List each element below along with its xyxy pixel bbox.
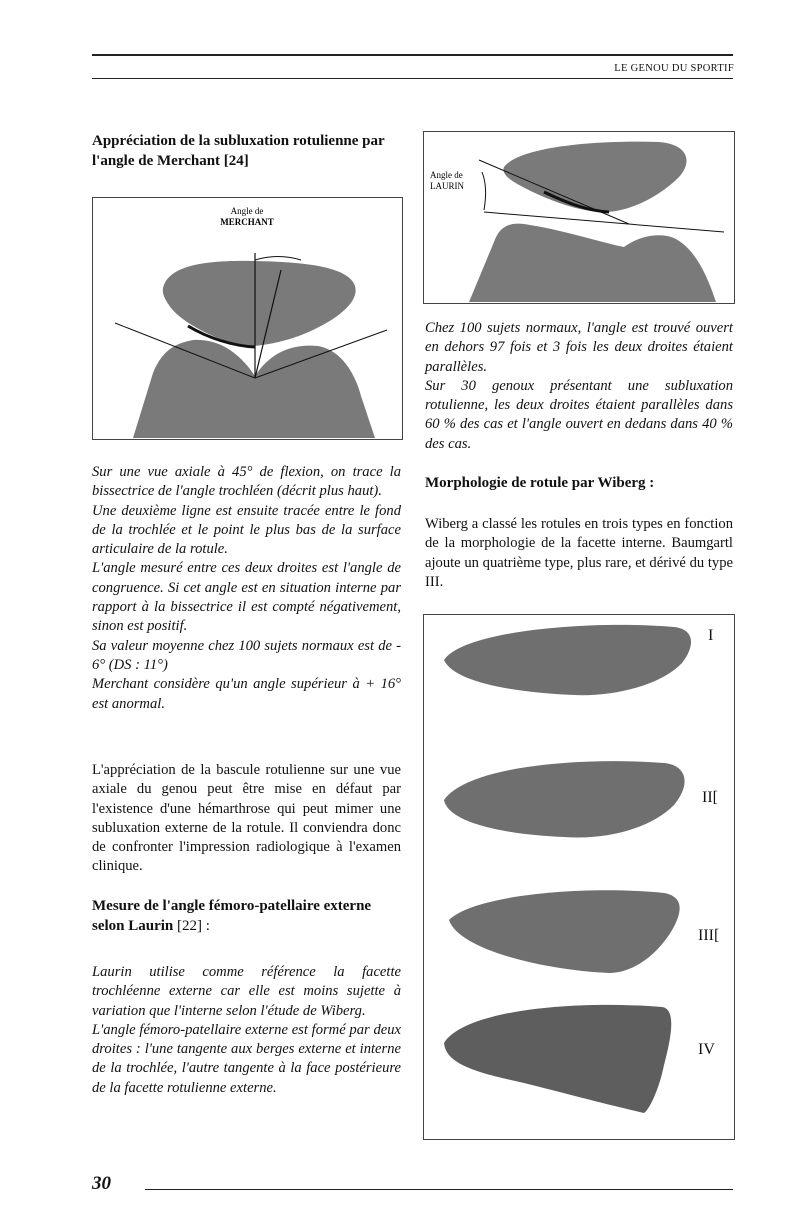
merchant-paragraph: Sa valeur moyenne chez 100 sujets normaux est de - 6° (DS : 11°) xyxy=(92,637,401,673)
laurin-label-line1: Angle de xyxy=(430,170,463,180)
heading-merchant: Appréciation de la subluxation rotulienne par l'angle de Merchant [24] xyxy=(92,133,385,169)
patella-type-3 xyxy=(449,890,680,973)
laurin-result-paragraph: Chez 100 sujets normaux, l'angle est trouvé ouvert en dehors 97 fois et 3 fois les deux droites étaient parallèles. xyxy=(425,320,733,375)
laurin-results-block xyxy=(425,319,733,454)
heading-laurin-ref: [22] : xyxy=(173,918,210,934)
heading-laurin xyxy=(92,896,404,936)
wiberg-type-label: II[ xyxy=(702,789,718,806)
heading-laurin-bold: Mesure de l'angle fémoro-patellaire externe selon Laurin xyxy=(92,898,372,934)
merchant-paragraph: Merchant considère qu'un angle supérieur à + 16° est anormal. xyxy=(92,676,401,712)
wiberg-type-label: III[ xyxy=(698,927,720,944)
wiberg-type-label: IV xyxy=(698,1041,715,1058)
figure-merchant xyxy=(92,197,403,440)
angle-arc xyxy=(255,257,301,261)
figure-wiberg xyxy=(423,614,735,1140)
wiberg-paragraph: Wiberg a classé les rotules en trois types en fonction de la morphologie de la facette interne. Baumgartl ajoute un quatrième type, plus rare, et dérivé du type III. xyxy=(425,516,733,590)
bascule-paragraph: L'appréciation de la bascule rotulienne sur une vue axiale du genou peut être mise en défaut par l'existence d'une hémarthrose qui peut mimer une subluxation externe de la rotule. Il conviendra donc de confronter l'impression radiologique à l'examen clinique. xyxy=(92,762,401,875)
laurin-paragraph: Laurin utilise comme référence la facette trochléenne externe car elle est moins sujette à variation que l'interne selon l'étude de Wiberg. xyxy=(92,964,401,1019)
patella-shape xyxy=(503,142,686,212)
merchant-label-line2: MERCHANT xyxy=(220,217,274,227)
wiberg-diagram xyxy=(424,615,734,1139)
merchant-diagram xyxy=(93,198,402,439)
footer-rule xyxy=(145,1189,733,1190)
patella-type-4 xyxy=(444,1005,671,1113)
laurin-diagram xyxy=(424,132,734,303)
patella-type-2 xyxy=(444,761,685,837)
merchant-paragraph: Sur une vue axiale à 45° de flexion, on trace la bissectrice de l'angle trochléen (décrit plus haut). xyxy=(92,464,401,500)
merchant-label-line1: Angle de xyxy=(230,206,264,216)
patella-type-1 xyxy=(444,625,691,695)
page-number: 30 xyxy=(92,1173,111,1194)
header-rule-bottom xyxy=(92,78,733,79)
running-title: LE GENOU DU SPORTIF xyxy=(614,63,734,74)
bascule-text-block xyxy=(92,761,401,877)
femur-shape xyxy=(469,224,716,302)
patella-shape xyxy=(163,261,356,346)
laurin-text-block xyxy=(92,963,401,1098)
merchant-text-block xyxy=(92,463,401,714)
heading-wiberg: Morphologie de rotule par Wiberg : xyxy=(425,475,655,491)
laurin-result-paragraph: Sur 30 genoux présentant une subluxation rotulienne, les deux droites étaient parallèles dans 60 % des cas et l'angle ouvert en dedans dans 40 % des cas. xyxy=(425,377,733,452)
laurin-label-line2: LAURIN xyxy=(430,181,464,191)
wiberg-text-block xyxy=(425,515,733,592)
wiberg-type-label: I xyxy=(708,627,714,644)
femur-shape xyxy=(133,340,375,438)
header-rule-top xyxy=(92,54,733,56)
angle-arc xyxy=(482,172,486,210)
merchant-paragraph: Une deuxième ligne est ensuite tracée entre le fond de la trochlée et le point le plus bas de la surface articulaire de la rotule. xyxy=(92,502,401,558)
merchant-paragraph: L'angle mesuré entre ces deux droites est l'angle de congruence. Si cet angle est en situation interne par rapport à la bissectrice il est compté négativement, sinon est positif. xyxy=(92,560,401,635)
laurin-paragraph: L'angle fémoro-patellaire externe est formé par deux droites : l'une tangente aux berges externe et interne de la trochlée, l'autre tangente à la face postérieure de la facette rotulienne externe. xyxy=(92,1021,401,1096)
figure-laurin xyxy=(423,131,735,304)
